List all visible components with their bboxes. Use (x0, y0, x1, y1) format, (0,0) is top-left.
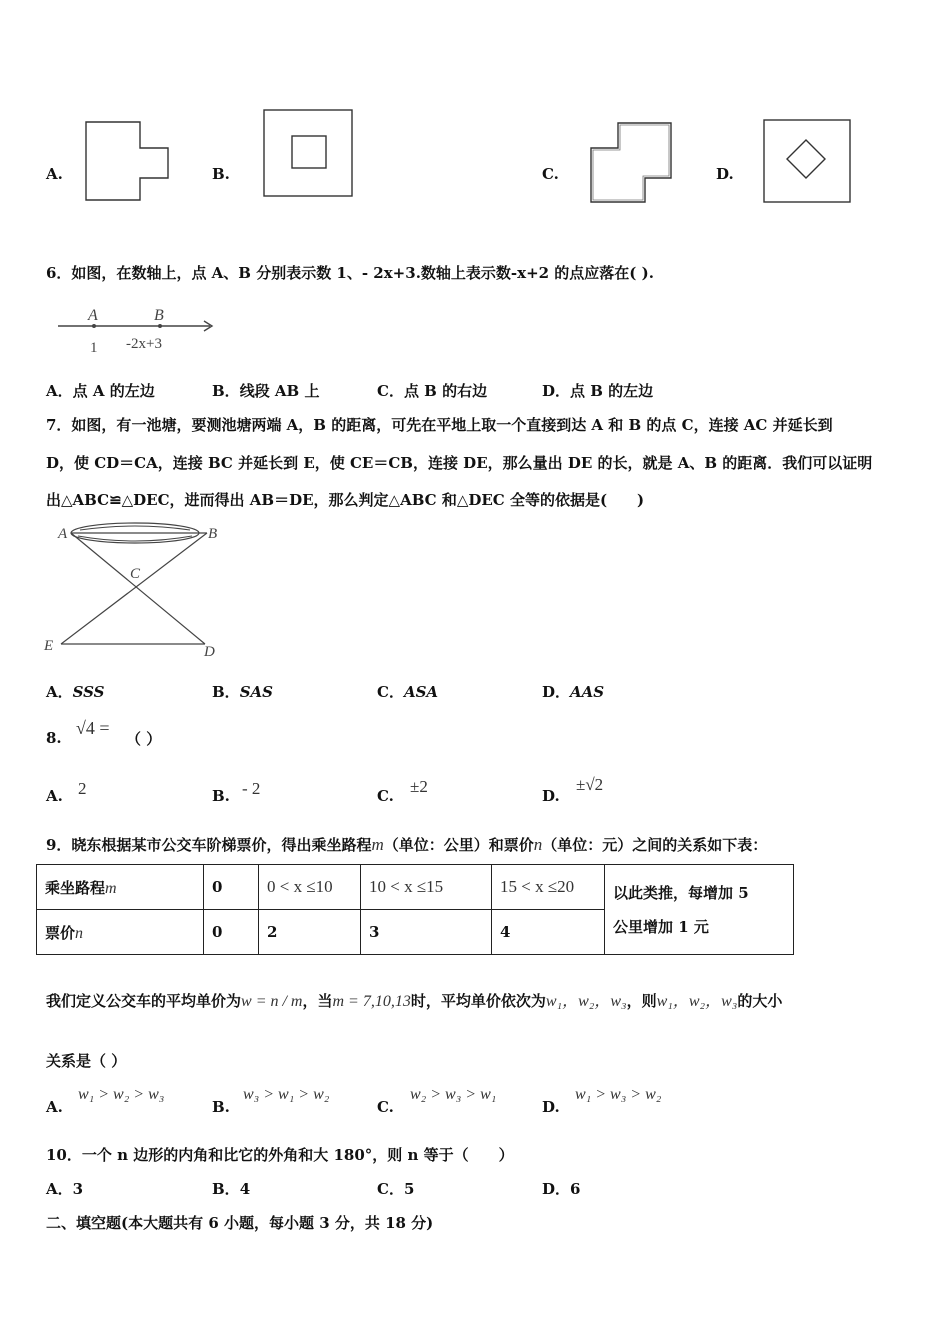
q5-option-a-figure (84, 120, 174, 204)
q6-point-b-value: -2x+3 (126, 336, 162, 352)
q5-option-b-figure (262, 108, 354, 198)
q8-option-d: D. (542, 787, 560, 805)
q10-option-c: C．5 (377, 1180, 415, 1198)
fare-cell: 4 (492, 910, 605, 955)
fare-cell: 2 (259, 910, 361, 955)
q7-option-d: D．AAS (542, 683, 605, 701)
q5-option-d-letter: D. (716, 165, 734, 183)
q7-stem-line3: 出△ABC≌△DEC，进而得出 AB＝DE，那么判定△ABC 和△DEC 全等的依据是( ) (46, 491, 645, 509)
q9-formula: w = n / m (241, 993, 303, 1010)
q8-option-c-value: ±2 (410, 777, 428, 796)
fare-row-header-price: 票价n (37, 910, 204, 955)
q6-option-a: A．点 A 的左边 (46, 382, 155, 400)
q9-definition: 我们定义公交车的平均单价为w = n / m，当m = 7,10,13时，平均单价依次为w₁，w₂，w₃，则w₁，w₂，w₃的大小 (46, 992, 783, 1010)
q5-option-c-letter: C. (542, 165, 559, 183)
q9-var-n: n (533, 835, 543, 854)
q9-stem: 9．晓东根据某市公交车阶梯票价，得出乘坐路程m（单位：公里）和票价n（单位：元）之间的关系如下表： (46, 835, 768, 854)
q9-option-c: C. (377, 1098, 394, 1116)
q9-option-c-value: w₂ > w₃ > w₁ (410, 1086, 497, 1103)
q7-point-a: A (58, 526, 68, 542)
q5-option-d-figure (762, 118, 852, 204)
section-2-heading: 二、填空题(本大题共有 6 小题，每小题 3 分，共 18 分) (46, 1214, 434, 1232)
q7-option-a: A．SSS (46, 683, 105, 701)
q7-option-b: B．SAS (212, 683, 273, 701)
fare-cell: 15 < x ≤20 (492, 865, 605, 910)
q7-option-c: C．ASA (377, 683, 439, 701)
q8-paren: （ ） (126, 730, 162, 748)
q7-stem-line1: 7．如图，有一池塘，要测池塘两端 A，B 的距离，可先在平地上取一个直接到达 A 和 B 的点 C，连接 AC 并延长到 (46, 416, 833, 434)
fare-cell: 10 < x ≤15 (361, 865, 492, 910)
q8-option-a-value: 2 (78, 779, 87, 798)
q7-pond-figure (40, 516, 230, 662)
q8-option-d-value: ±√2 (576, 775, 604, 794)
q6-number-line-figure (56, 304, 218, 356)
q5-option-a-letter: A. (46, 165, 63, 183)
q10-stem: 10．一个 n 边形的内角和比它的外角和大 180°，则 n 等于（ ） (46, 1146, 514, 1164)
q9-option-a-value: w₁ > w₂ > w₃ (78, 1086, 165, 1103)
fare-cell: 3 (361, 910, 492, 955)
q9-option-a: A. (46, 1098, 63, 1116)
q6-point-a-label: A (88, 307, 98, 324)
q6-option-b: B．线段 AB 上 (212, 382, 320, 400)
q7-point-c: C (130, 566, 141, 582)
q8-option-c: C. (377, 787, 394, 805)
fare-cell: 0 < x ≤10 (259, 865, 361, 910)
q5-option-c-figure (588, 120, 676, 206)
q7-point-e: E (44, 638, 54, 654)
q9-m-values: m = 7,10,13 (332, 993, 411, 1010)
q6-stem: 6．如图，在数轴上，点 A、B 分别表示数 1、- 2x+3.数轴上表示数-x+2 的点应落在( ). (46, 264, 654, 282)
fare-note: 以此类推，每增加 5 公里增加 1 元 (605, 865, 794, 955)
q9-option-b: B. (212, 1098, 230, 1116)
q8-expression: √4 = (76, 718, 110, 738)
q8-option-a: A. (46, 787, 63, 805)
q5-option-b-letter: B. (212, 165, 230, 183)
q9-option-d-value: w₁ > w₃ > w₂ (575, 1086, 662, 1103)
q10-option-d: D．6 (542, 1180, 581, 1198)
q7-stem-line2: D，使 CD＝CA，连接 BC 并延长到 E，使 CE＝CB，连接 DE，那么量出 DE 的长，就是 A、B 的距离．我们可以证明 (46, 454, 873, 472)
q8-option-b-value: - 2 (242, 779, 261, 798)
q9-option-d: D. (542, 1098, 560, 1116)
q9-option-b-value: w₃ > w₁ > w₂ (243, 1086, 330, 1103)
fare-cell: 0 (204, 865, 259, 910)
q9-fare-table (36, 864, 794, 955)
q10-option-a: A．3 (46, 1180, 84, 1198)
table-row (37, 865, 794, 910)
fare-row-header-distance: 乘坐路程m (37, 865, 204, 910)
q10-option-b: B．4 (212, 1180, 251, 1198)
q8-number: 8. (46, 729, 62, 747)
q7-point-b: B (208, 526, 218, 542)
q6-point-b-label: B (154, 307, 164, 324)
q8-option-b: B. (212, 787, 230, 805)
q9-stem-line2: 关系是（ ） (46, 1052, 127, 1070)
q7-point-d: D (204, 644, 215, 660)
q6-option-d: D．点 B 的左边 (542, 382, 654, 400)
q9-var-m: m (371, 835, 384, 854)
q6-option-c: C．点 B 的右边 (377, 382, 488, 400)
fare-cell: 0 (204, 910, 259, 955)
q6-point-a-value: 1 (90, 340, 98, 356)
